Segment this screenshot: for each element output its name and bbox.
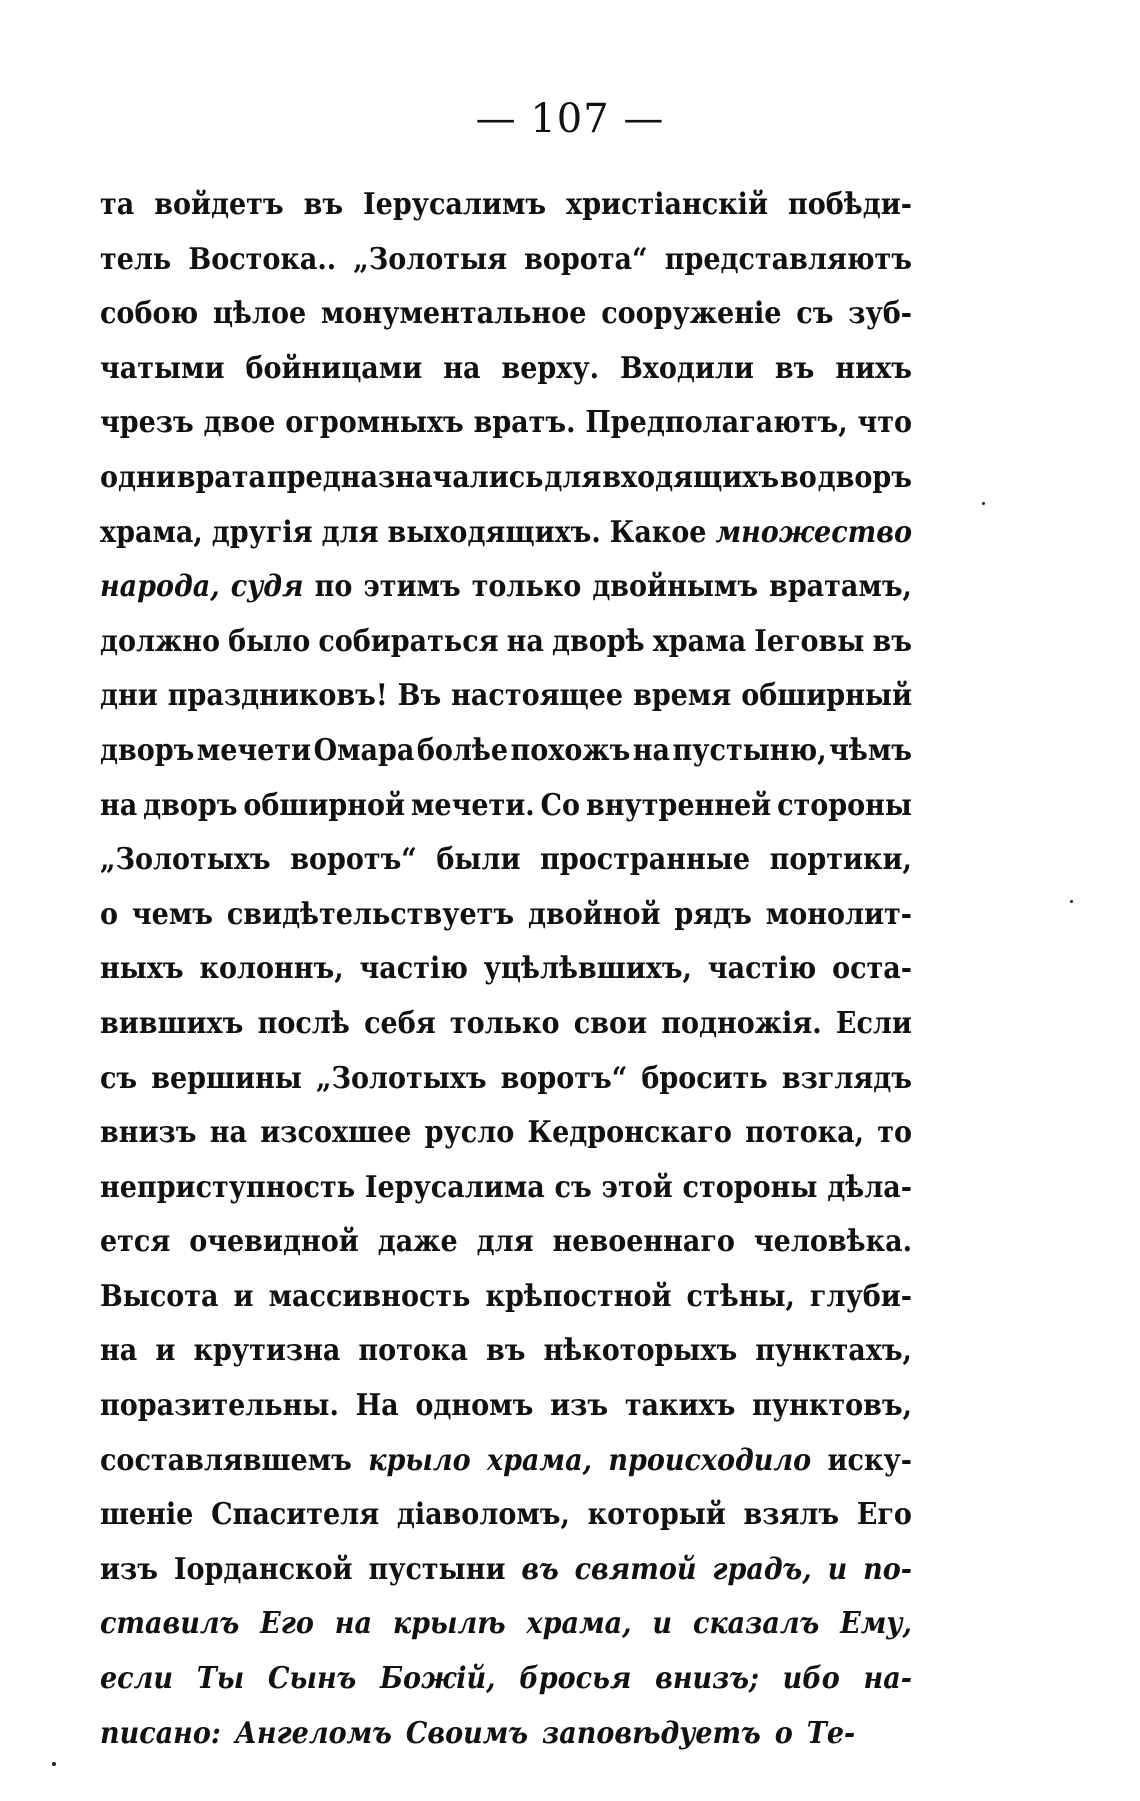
word: Предполагаютъ, (585, 405, 848, 441)
word: стороны (682, 1169, 818, 1205)
text-line (100, 615, 912, 670)
word: цѣлое (213, 296, 307, 332)
word: взглядъ (781, 1060, 912, 1096)
word: такихъ (624, 1388, 736, 1424)
word: были (436, 842, 521, 878)
word: во (779, 459, 817, 495)
word: крутизна (193, 1333, 341, 1369)
word: христіанскій (566, 187, 768, 222)
word: потока (358, 1333, 468, 1369)
word: судя (230, 569, 304, 605)
word: Со (540, 787, 581, 823)
word: пустыни (368, 1551, 506, 1587)
text-line (100, 451, 912, 506)
text-line (100, 1543, 912, 1598)
word: невоеннаго (552, 1224, 735, 1260)
text-line (100, 942, 912, 997)
word: чрезъ (100, 405, 194, 441)
word: изъ (550, 1388, 609, 1424)
word: который (587, 1497, 726, 1533)
word: Высота (100, 1278, 219, 1314)
word: ставилъ (100, 1606, 240, 1642)
text-line (100, 1652, 912, 1707)
word: подножія. (661, 1005, 822, 1041)
word: дворѣ (552, 623, 645, 659)
word: чѣмъ (829, 732, 912, 768)
word: пространные (540, 842, 751, 878)
word: двое (203, 405, 276, 441)
word: двойной (527, 896, 661, 932)
word: шеніе (100, 1497, 194, 1533)
word: въ (521, 1551, 559, 1587)
text-line (100, 1707, 912, 1762)
word: настоящее (451, 678, 624, 714)
scan-speck (1070, 900, 1073, 903)
word: „Золотыхъ (100, 842, 271, 878)
word: этой (601, 1169, 673, 1205)
text-line (100, 997, 912, 1052)
word: вратамъ, (769, 569, 912, 605)
text-line (100, 1597, 912, 1652)
word: стороны (777, 787, 912, 823)
word: вратъ. (473, 405, 576, 441)
word: внизъ (100, 1115, 197, 1151)
text-line (100, 287, 912, 342)
word: бросья (519, 1661, 632, 1697)
word: изсохшее (260, 1115, 412, 1151)
word: На (355, 1388, 399, 1424)
word: мечети. (410, 787, 535, 823)
word: и (233, 1278, 254, 1314)
word: уцѣлѣвшихъ, (483, 951, 692, 987)
text-line (100, 779, 912, 834)
word: сооруженіе (601, 296, 782, 332)
word: огромныхъ (285, 405, 464, 441)
word: двойнымъ (592, 569, 759, 605)
word: о (774, 1715, 793, 1751)
word: то (877, 1115, 912, 1151)
word: заповѣдуетъ (542, 1715, 761, 1751)
word: и (652, 1606, 673, 1642)
word: время (633, 678, 732, 714)
word: одномъ (415, 1388, 534, 1424)
word: съ (554, 1169, 592, 1205)
word: ется (100, 1224, 171, 1260)
word: Те- (806, 1715, 856, 1751)
word: частію (359, 951, 468, 987)
word: обширной (243, 787, 406, 823)
text-line (100, 233, 912, 288)
word: Спасителя (211, 1497, 380, 1533)
word: дни (100, 678, 158, 714)
word: иску- (827, 1442, 912, 1478)
word: для (321, 514, 379, 550)
word: Кедронскаго (527, 1115, 732, 1151)
word: только (449, 1005, 560, 1041)
word: выходящихъ. (387, 514, 601, 550)
word: собою (100, 296, 199, 332)
page-number: — 107 — (475, 96, 665, 142)
word: крыло (368, 1442, 471, 1478)
word: дворъ (817, 459, 912, 495)
word: поразительны. (100, 1388, 339, 1424)
word: въ (774, 350, 815, 386)
word: Востока.. (188, 241, 337, 277)
word: Своимъ (405, 1715, 529, 1751)
word: вершины (151, 1060, 302, 1096)
word: происходило (608, 1442, 812, 1478)
text-line (100, 888, 912, 943)
word: на (443, 350, 481, 386)
word: побѣди- (787, 187, 912, 222)
word: послѣ (257, 1005, 350, 1041)
word: массивность (268, 1278, 471, 1314)
word: Іеговы (754, 623, 865, 659)
word: Входили (619, 350, 754, 386)
word: храма, (486, 1442, 592, 1478)
word: въ (303, 187, 344, 222)
word: глуби- (809, 1278, 912, 1314)
text-line (100, 1052, 912, 1107)
text-line (100, 178, 912, 233)
word: и (155, 1333, 176, 1369)
word: неприступность (100, 1169, 356, 1205)
word: другія (211, 514, 313, 550)
word: крылѣ (392, 1606, 506, 1642)
word: ныхъ (100, 951, 184, 987)
word: внизъ; (655, 1661, 759, 1697)
word: верху. (501, 350, 599, 386)
word: похожъ (510, 732, 631, 768)
word: только (471, 569, 582, 605)
word: колоннъ, (199, 951, 344, 987)
word: Ангеломъ (234, 1715, 392, 1751)
word: на (100, 1333, 138, 1369)
word: Какое (609, 514, 707, 550)
word: представляютъ (664, 241, 912, 277)
word: должно (100, 623, 221, 659)
word: нѣкоторыхъ (543, 1333, 738, 1369)
word: оста- (832, 951, 912, 987)
word: храма, (100, 514, 203, 550)
word: было (228, 623, 311, 659)
word: предназначались (266, 459, 544, 495)
word: даже (377, 1224, 458, 1260)
word: о (100, 896, 119, 932)
word: по (314, 569, 353, 605)
word: „Золотыхъ (315, 1060, 487, 1096)
word: Ты (196, 1661, 245, 1697)
text-line (100, 506, 912, 561)
word: сказалъ (692, 1606, 820, 1642)
text-line (100, 1106, 912, 1161)
word: портики, (769, 842, 912, 878)
word: Его (260, 1606, 314, 1642)
word: ибо (782, 1661, 840, 1697)
word: если (100, 1661, 173, 1697)
word: человѣка. (753, 1224, 912, 1260)
scan-speck (52, 1762, 56, 1766)
word: въ (872, 623, 912, 659)
text-line (100, 396, 912, 451)
word: стѣны, (686, 1278, 795, 1314)
text-line (100, 1379, 912, 1434)
word: на (209, 1115, 247, 1151)
word: пунктовъ, (752, 1388, 912, 1424)
word: Въ (397, 678, 442, 714)
word: пунктахъ, (755, 1333, 912, 1369)
word: по- (863, 1551, 912, 1587)
word: для (476, 1224, 534, 1260)
word: чемъ (131, 896, 213, 932)
word: дѣла- (827, 1169, 912, 1205)
word: Іорданской (173, 1551, 353, 1587)
text-line (100, 342, 912, 397)
word: изъ (100, 1551, 158, 1587)
word: на- (863, 1661, 912, 1697)
word: рядъ (674, 896, 752, 932)
word: взялъ (743, 1497, 840, 1533)
word: народа, (100, 569, 220, 605)
word: составлявшемъ (100, 1442, 352, 1478)
word: крѣпостной (485, 1278, 672, 1314)
word: мечети (196, 732, 312, 768)
text-line (100, 1488, 912, 1543)
word: въ (485, 1333, 526, 1369)
text-line (100, 1270, 912, 1325)
text-line (100, 1434, 912, 1489)
word: на (632, 732, 671, 768)
text-line (100, 724, 912, 779)
word: Іерусалимъ (363, 187, 547, 222)
word: праздниковъ! (167, 678, 388, 714)
word: свидѣтельствуетъ (226, 896, 515, 932)
word: монолит- (765, 896, 912, 932)
word: болѣе (416, 732, 509, 768)
word: съ (796, 296, 834, 332)
word: съ (100, 1060, 138, 1096)
word: ворота“ (524, 241, 648, 277)
word: собираться (318, 623, 499, 659)
word: и (827, 1551, 848, 1587)
text-line (100, 1215, 912, 1270)
word: воротъ“ (500, 1060, 628, 1096)
word: Омара (313, 732, 415, 768)
word: что (857, 405, 912, 441)
word: свои (573, 1005, 647, 1041)
word: монументальное (320, 296, 587, 332)
word: пустыню, (672, 732, 827, 768)
word: для (544, 459, 602, 495)
text-line (100, 560, 912, 615)
word: святой (574, 1551, 697, 1587)
word: Ему, (840, 1606, 912, 1642)
scan-speck (982, 502, 985, 505)
word: частію (707, 951, 817, 987)
word: Іерусалима (364, 1169, 545, 1205)
word: писано: (100, 1715, 221, 1751)
text-line (100, 669, 912, 724)
word: дворъ (143, 787, 238, 823)
word: этимъ (363, 569, 461, 605)
word: внутренней (585, 787, 772, 823)
text-line (100, 1161, 912, 1216)
word: чатыми (100, 350, 225, 386)
text-line (100, 833, 912, 888)
word: нихъ (835, 350, 912, 386)
body-text (100, 178, 912, 1761)
word: одни (100, 459, 176, 495)
word: та (100, 187, 135, 222)
word: діаволомъ, (396, 1497, 570, 1533)
word: градъ, (712, 1551, 812, 1587)
word: входящихъ (602, 459, 780, 495)
word: дворъ (100, 732, 195, 768)
word: Его (856, 1497, 912, 1533)
word: войдетъ (154, 187, 284, 222)
word: зуб- (848, 296, 912, 332)
word: Сынъ (268, 1661, 357, 1697)
word: множество (715, 514, 912, 550)
word: Если (835, 1005, 912, 1041)
word: врата (176, 459, 267, 495)
word: себя (364, 1005, 436, 1041)
word: Божій, (379, 1661, 496, 1697)
word: храма, (526, 1606, 632, 1642)
word: воротъ“ (290, 842, 417, 878)
word: потока, (745, 1115, 864, 1151)
word: очевидной (189, 1224, 359, 1260)
text-line (100, 1324, 912, 1379)
word: храма (652, 623, 747, 659)
word: вившихъ (100, 1005, 244, 1041)
word: бойницами (245, 350, 423, 386)
word: на (334, 1606, 372, 1642)
word: русло (424, 1115, 515, 1151)
word: тель (100, 241, 172, 277)
word: на (100, 787, 138, 823)
word: на (506, 623, 544, 659)
word: бросить (641, 1060, 768, 1096)
word: обширный (741, 678, 912, 714)
word: „Золотыя (353, 241, 508, 277)
